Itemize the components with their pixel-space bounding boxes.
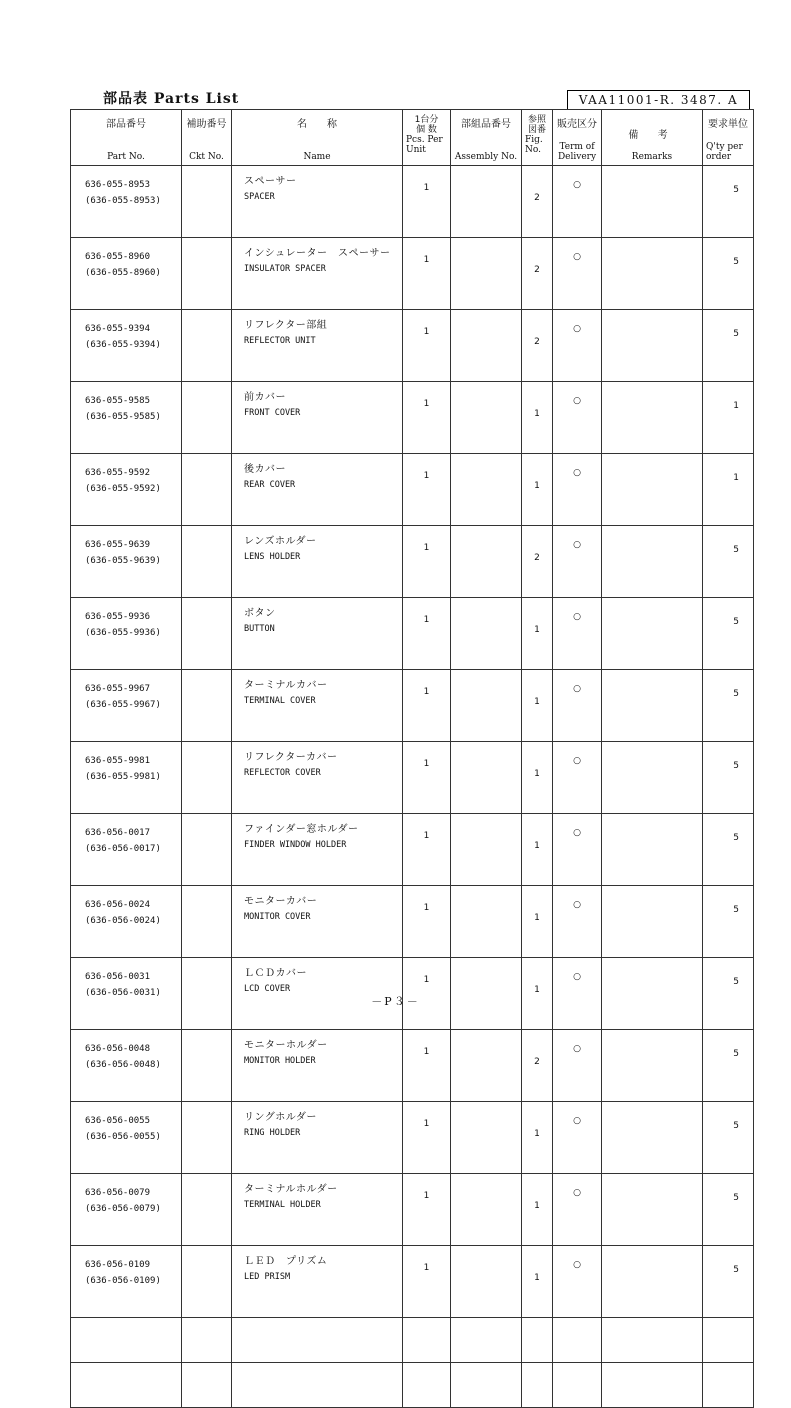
col-fig-en: Fig. No. xyxy=(525,135,543,155)
assembly-no-cell xyxy=(451,382,522,454)
delivery-mark: ○ xyxy=(553,814,602,886)
qty-per-order: 5 xyxy=(703,526,754,598)
name-cell xyxy=(232,166,403,238)
part-number-cell xyxy=(71,310,182,382)
empty-cell xyxy=(522,1318,553,1363)
remarks-cell xyxy=(602,742,703,814)
part-name-jp: モニターホルダー xyxy=(244,1040,328,1051)
remarks-cell xyxy=(602,1102,703,1174)
empty-row xyxy=(71,1363,754,1408)
part-number: 636-056-0031 xyxy=(85,972,151,982)
table-row xyxy=(71,526,754,598)
delivery-mark: ○ xyxy=(553,670,602,742)
pcs-per-unit: 1 xyxy=(403,958,451,1030)
qty-per-order: 5 xyxy=(703,1174,754,1246)
pcs-per-unit: 1 xyxy=(403,598,451,670)
remarks-cell xyxy=(602,1246,703,1318)
remarks-cell xyxy=(602,886,703,958)
part-number: 636-056-0017 xyxy=(85,828,151,838)
alt-part-number: (636-056-0048) xyxy=(85,1060,161,1070)
part-number-cell xyxy=(71,670,182,742)
col-assembly-en: Assembly No. xyxy=(454,152,518,162)
col-assembly xyxy=(451,110,522,166)
qty-per-order: 5 xyxy=(703,310,754,382)
col-fig xyxy=(522,110,553,166)
qty-per-order: 5 xyxy=(703,886,754,958)
col-remarks-en: Remarks xyxy=(631,152,673,162)
ckt-no-cell xyxy=(182,1174,232,1246)
part-number: 636-056-0109 xyxy=(85,1260,151,1270)
delivery-mark: ○ xyxy=(553,310,602,382)
part-number: 636-055-9592 xyxy=(85,468,151,478)
part-number: 636-055-9639 xyxy=(85,540,151,550)
part-number-cell xyxy=(71,166,182,238)
assembly-no-cell xyxy=(451,1030,522,1102)
assembly-no-cell xyxy=(451,598,522,670)
part-number: 636-055-8960 xyxy=(85,252,151,262)
table-row xyxy=(71,598,754,670)
table-row xyxy=(71,1174,754,1246)
remarks-cell xyxy=(602,670,703,742)
qty-per-order: 5 xyxy=(703,1246,754,1318)
col-pcs-jp: 1台分 個 数 xyxy=(414,115,439,135)
pcs-per-unit: 1 xyxy=(403,454,451,526)
fig-no: 1 xyxy=(522,1246,553,1318)
empty-cell xyxy=(71,1363,182,1408)
fig-no: 1 xyxy=(522,670,553,742)
part-name-en: INSULATOR SPACER xyxy=(244,264,326,274)
table-row xyxy=(71,1030,754,1102)
pcs-per-unit: 1 xyxy=(403,742,451,814)
ckt-no-cell xyxy=(182,1246,232,1318)
col-ckt-no-jp: 補助番号 xyxy=(186,119,227,130)
assembly-no-cell xyxy=(451,1246,522,1318)
part-number-cell xyxy=(71,238,182,310)
delivery-mark: ○ xyxy=(553,598,602,670)
ckt-no-cell xyxy=(182,166,232,238)
pcs-per-unit: 1 xyxy=(403,310,451,382)
alt-part-number: (636-056-0109) xyxy=(85,1276,161,1286)
assembly-no-cell xyxy=(451,814,522,886)
alt-part-number: (636-055-9585) xyxy=(85,412,161,422)
qty-per-order: 1 xyxy=(703,454,754,526)
fig-no: 2 xyxy=(522,310,553,382)
alt-part-number: (636-056-0055) xyxy=(85,1132,161,1142)
qty-per-order: 5 xyxy=(703,1030,754,1102)
delivery-mark: ○ xyxy=(553,1102,602,1174)
alt-part-number: (636-055-9639) xyxy=(85,556,161,566)
col-name-jp: 名 称 xyxy=(297,119,337,130)
part-number: 636-056-0055 xyxy=(85,1116,151,1126)
ckt-no-cell xyxy=(182,310,232,382)
col-pcs xyxy=(403,110,451,166)
pcs-per-unit: 1 xyxy=(403,382,451,454)
part-number-cell xyxy=(71,1030,182,1102)
pcs-per-unit: 1 xyxy=(403,670,451,742)
fig-no: 1 xyxy=(522,1174,553,1246)
pcs-per-unit: 1 xyxy=(403,526,451,598)
part-name-jp: リングホルダー xyxy=(244,1112,317,1123)
pcs-per-unit: 1 xyxy=(403,1030,451,1102)
qty-per-order: 5 xyxy=(703,670,754,742)
delivery-mark: ○ xyxy=(553,526,602,598)
col-fig-jp: 参照 図番 xyxy=(527,115,546,135)
part-name-jp: 後カバー xyxy=(244,464,286,475)
col-pcs-en: Pcs. Per Unit xyxy=(406,135,443,155)
remarks-cell xyxy=(602,814,703,886)
empty-cell xyxy=(232,1363,403,1408)
delivery-mark: ○ xyxy=(553,238,602,310)
empty-cell xyxy=(182,1363,232,1408)
ckt-no-cell xyxy=(182,886,232,958)
empty-cell xyxy=(522,1363,553,1408)
assembly-no-cell xyxy=(451,238,522,310)
fig-no: 1 xyxy=(522,886,553,958)
delivery-mark: ○ xyxy=(553,1174,602,1246)
part-number-cell xyxy=(71,1174,182,1246)
name-cell xyxy=(232,1246,403,1318)
empty-cell xyxy=(703,1318,754,1363)
ckt-no-cell xyxy=(182,238,232,310)
empty-cell xyxy=(602,1363,703,1408)
table-row xyxy=(71,814,754,886)
alt-part-number: (636-056-0031) xyxy=(85,988,161,998)
ckt-no-cell xyxy=(182,382,232,454)
part-number: 636-055-9981 xyxy=(85,756,151,766)
name-cell xyxy=(232,1174,403,1246)
qty-per-order: 1 xyxy=(703,382,754,454)
ckt-no-cell xyxy=(182,814,232,886)
col-assembly-jp: 部組品番号 xyxy=(461,119,511,130)
part-name-en: REFLECTOR COVER xyxy=(244,768,321,778)
name-cell xyxy=(232,814,403,886)
col-delivery-en: Term of Delivery xyxy=(557,142,597,162)
delivery-mark: ○ xyxy=(553,742,602,814)
name-cell xyxy=(232,454,403,526)
fig-no: 1 xyxy=(522,454,553,526)
assembly-no-cell xyxy=(451,670,522,742)
assembly-no-cell xyxy=(451,1102,522,1174)
name-cell xyxy=(232,886,403,958)
remarks-cell xyxy=(602,526,703,598)
col-ckt-no xyxy=(182,110,232,166)
fig-no: 2 xyxy=(522,526,553,598)
delivery-mark: ○ xyxy=(553,1030,602,1102)
col-part-no-en: Part No. xyxy=(107,152,145,162)
name-cell xyxy=(232,526,403,598)
pcs-per-unit: 1 xyxy=(403,1246,451,1318)
remarks-cell xyxy=(602,238,703,310)
col-delivery-jp: 販売区分 xyxy=(557,119,597,130)
empty-cell xyxy=(602,1318,703,1363)
part-name-jp: 前カバー xyxy=(244,392,286,403)
table-row xyxy=(71,382,754,454)
part-name-jp: スペーサー xyxy=(244,176,297,187)
part-name-en: MONITOR COVER xyxy=(244,912,311,922)
name-cell xyxy=(232,598,403,670)
table-header-row xyxy=(71,110,754,166)
alt-part-number: (636-055-9981) xyxy=(85,772,161,782)
col-remarks-jp: 備 考 xyxy=(628,130,676,141)
alt-part-number: (636-055-9967) xyxy=(85,700,161,710)
fig-no: 1 xyxy=(522,742,553,814)
qty-per-order: 5 xyxy=(703,1102,754,1174)
part-name-jp: ターミナルホルダー xyxy=(244,1184,338,1195)
empty-cell xyxy=(403,1318,451,1363)
ckt-no-cell xyxy=(182,454,232,526)
alt-part-number: (636-055-9394) xyxy=(85,340,161,350)
part-name-en: MONITOR HOLDER xyxy=(244,1056,316,1066)
col-ckt-no-en: Ckt No. xyxy=(189,152,224,162)
pcs-per-unit: 1 xyxy=(403,814,451,886)
qty-per-order: 5 xyxy=(703,166,754,238)
part-number: 636-056-0048 xyxy=(85,1044,151,1054)
part-name-jp: リフレクターカバー xyxy=(244,752,338,763)
table-row xyxy=(71,1246,754,1318)
empty-cell xyxy=(451,1318,522,1363)
ckt-no-cell xyxy=(182,1030,232,1102)
pcs-per-unit: 1 xyxy=(403,1102,451,1174)
empty-cell xyxy=(553,1363,602,1408)
table-body xyxy=(71,166,754,1408)
alt-part-number: (636-056-0024) xyxy=(85,916,161,926)
pcs-per-unit: 1 xyxy=(403,886,451,958)
part-name-jp: ＬＣＤカバー xyxy=(244,968,307,979)
qty-per-order: 5 xyxy=(703,958,754,1030)
part-name-en: TERMINAL HOLDER xyxy=(244,1200,321,1210)
part-name-en: FRONT COVER xyxy=(244,408,301,418)
table-row xyxy=(71,454,754,526)
remarks-cell xyxy=(602,1030,703,1102)
col-remarks xyxy=(602,110,703,166)
alt-part-number: (636-055-9592) xyxy=(85,484,161,494)
document-code: VAA11001-R. 3487. A xyxy=(567,90,750,109)
empty-cell xyxy=(403,1363,451,1408)
fig-no: 1 xyxy=(522,382,553,454)
alt-part-number: (636-056-0017) xyxy=(85,844,161,854)
col-part-no xyxy=(71,110,182,166)
part-name-jp: リフレクター部組 xyxy=(244,320,328,331)
col-order-en: Q'ty per order xyxy=(706,142,743,162)
fig-no: 1 xyxy=(522,814,553,886)
part-name-en: LED PRISM xyxy=(244,1272,291,1282)
part-name-en: TERMINAL COVER xyxy=(244,696,316,706)
empty-cell xyxy=(553,1318,602,1363)
empty-cell xyxy=(71,1318,182,1363)
fig-no: 2 xyxy=(522,238,553,310)
part-name-jp: ファインダー窓ホルダー xyxy=(244,824,359,835)
part-name-en: LCD COVER xyxy=(244,984,291,994)
part-number-cell xyxy=(71,742,182,814)
part-number-cell xyxy=(71,1102,182,1174)
name-cell xyxy=(232,742,403,814)
part-name-en: REFLECTOR UNIT xyxy=(244,336,316,346)
empty-cell xyxy=(703,1363,754,1408)
part-number-cell xyxy=(71,886,182,958)
remarks-cell xyxy=(602,166,703,238)
part-name-en: REAR COVER xyxy=(244,480,296,490)
part-number: 636-055-9585 xyxy=(85,396,151,406)
part-name-jp: インシュレーター スペーサー xyxy=(244,248,391,259)
col-delivery xyxy=(553,110,602,166)
assembly-no-cell xyxy=(451,1174,522,1246)
part-name-jp: ターミナルカバー xyxy=(244,680,328,691)
empty-cell xyxy=(182,1318,232,1363)
name-cell xyxy=(232,382,403,454)
table-row xyxy=(71,238,754,310)
alt-part-number: (636-055-8953) xyxy=(85,196,161,206)
part-number-cell xyxy=(71,454,182,526)
empty-cell xyxy=(451,1363,522,1408)
qty-per-order: 5 xyxy=(703,598,754,670)
part-number-cell xyxy=(71,814,182,886)
assembly-no-cell xyxy=(451,742,522,814)
fig-no: 1 xyxy=(522,598,553,670)
delivery-mark: ○ xyxy=(553,166,602,238)
table-row xyxy=(71,310,754,382)
part-number-cell xyxy=(71,598,182,670)
col-part-no-jp: 部品番号 xyxy=(106,119,146,130)
name-cell xyxy=(232,1030,403,1102)
part-number-cell xyxy=(71,1246,182,1318)
assembly-no-cell xyxy=(451,454,522,526)
fig-no: 2 xyxy=(522,1030,553,1102)
ckt-no-cell xyxy=(182,1102,232,1174)
part-name-jp: ＬＥＤ プリズム xyxy=(244,1256,328,1267)
col-name xyxy=(232,110,403,166)
ckt-no-cell xyxy=(182,598,232,670)
table-row xyxy=(71,166,754,238)
pcs-per-unit: 1 xyxy=(403,166,451,238)
part-number-cell xyxy=(71,526,182,598)
fig-no: 2 xyxy=(522,166,553,238)
part-number: 636-055-9936 xyxy=(85,612,151,622)
delivery-mark: ○ xyxy=(553,886,602,958)
col-order xyxy=(703,110,754,166)
part-name-en: RING HOLDER xyxy=(244,1128,301,1138)
alt-part-number: (636-056-0079) xyxy=(85,1204,161,1214)
table-row xyxy=(71,886,754,958)
part-name-jp: モニターカバー xyxy=(244,896,318,907)
delivery-mark: ○ xyxy=(553,382,602,454)
remarks-cell xyxy=(602,310,703,382)
remarks-cell xyxy=(602,1174,703,1246)
page-number: －P３－ xyxy=(371,995,420,1008)
delivery-mark: ○ xyxy=(553,454,602,526)
part-number-cell xyxy=(71,382,182,454)
assembly-no-cell xyxy=(451,166,522,238)
name-cell xyxy=(232,310,403,382)
part-name-en: SPACER xyxy=(244,192,275,202)
part-name-en: FINDER WINDOW HOLDER xyxy=(244,840,347,850)
document-title: 部品表 Parts List xyxy=(103,91,240,107)
parts-table xyxy=(70,109,754,1408)
empty-cell xyxy=(232,1318,403,1363)
fig-no: 1 xyxy=(522,1102,553,1174)
qty-per-order: 5 xyxy=(703,238,754,310)
part-number: 636-055-9967 xyxy=(85,684,151,694)
remarks-cell xyxy=(602,598,703,670)
table-row xyxy=(71,742,754,814)
pcs-per-unit: 1 xyxy=(403,238,451,310)
pcs-per-unit: 1 xyxy=(403,1174,451,1246)
qty-per-order: 5 xyxy=(703,814,754,886)
name-cell xyxy=(232,238,403,310)
table-row xyxy=(71,670,754,742)
remarks-cell xyxy=(602,382,703,454)
delivery-mark: ○ xyxy=(553,958,602,1030)
name-cell xyxy=(232,670,403,742)
fig-no: 1 xyxy=(522,958,553,1030)
part-number: 636-056-0079 xyxy=(85,1188,151,1198)
part-number: 636-056-0024 xyxy=(85,900,151,910)
ckt-no-cell xyxy=(182,742,232,814)
assembly-no-cell xyxy=(451,310,522,382)
assembly-no-cell xyxy=(451,526,522,598)
remarks-cell xyxy=(602,454,703,526)
part-name-jp: レンズホルダー xyxy=(244,536,317,547)
ckt-no-cell xyxy=(182,670,232,742)
part-number: 636-055-9394 xyxy=(85,324,151,334)
table-row xyxy=(71,1102,754,1174)
part-name-en: LENS HOLDER xyxy=(244,552,301,562)
qty-per-order: 5 xyxy=(703,742,754,814)
col-order-jp: 要求単位 xyxy=(708,119,748,130)
empty-row xyxy=(71,1318,754,1363)
part-name-jp: ボタン xyxy=(244,608,276,619)
delivery-mark: ○ xyxy=(553,1246,602,1318)
alt-part-number: (636-055-9936) xyxy=(85,628,161,638)
col-name-en: Name xyxy=(303,152,331,162)
part-name-en: BUTTON xyxy=(244,624,275,634)
alt-part-number: (636-055-8960) xyxy=(85,268,161,278)
ckt-no-cell xyxy=(182,526,232,598)
assembly-no-cell xyxy=(451,886,522,958)
part-number: 636-055-8953 xyxy=(85,180,151,190)
name-cell xyxy=(232,1102,403,1174)
